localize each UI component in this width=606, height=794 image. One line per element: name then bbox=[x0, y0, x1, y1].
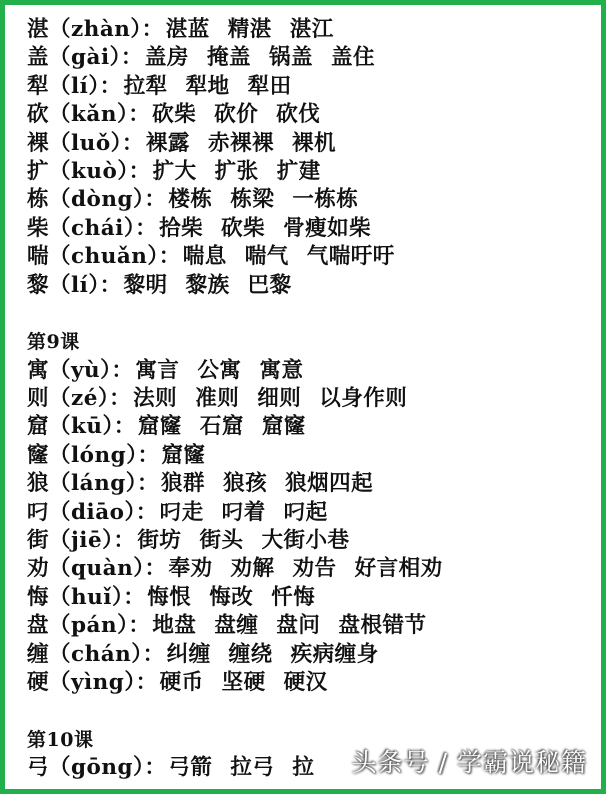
spacer bbox=[27, 300, 591, 328]
entry-pinyin: （jiē） bbox=[49, 528, 114, 554]
entry-word: 拾柴 bbox=[159, 215, 204, 241]
entry-colon: ： bbox=[120, 45, 143, 71]
entry-word: 扩大 bbox=[152, 158, 197, 184]
entry-word: 窟窿 bbox=[261, 414, 306, 440]
entry-word: 地盘 bbox=[152, 613, 197, 639]
entry-word: 窟窿 bbox=[137, 414, 182, 440]
entry-colon: ： bbox=[113, 414, 136, 440]
entry-word: 硬汉 bbox=[283, 669, 328, 695]
entry-character: 盘 bbox=[27, 613, 50, 639]
entry-colon: ： bbox=[123, 584, 146, 610]
entry-colon: ： bbox=[99, 73, 122, 99]
entry-colon: ： bbox=[121, 130, 144, 156]
vocab-entry bbox=[27, 215, 591, 243]
entry-pinyin: （láng） bbox=[49, 471, 138, 497]
vocab-entry bbox=[27, 16, 591, 44]
entry-word: 悔改 bbox=[209, 584, 254, 610]
entry-pinyin: （zhàn） bbox=[49, 17, 142, 42]
entry-colon: ： bbox=[128, 102, 151, 128]
entry-character: 弓 bbox=[27, 755, 50, 781]
entry-word: 盘问 bbox=[276, 613, 321, 639]
entry-word: 掩盖 bbox=[206, 45, 251, 71]
vocab-entry bbox=[27, 499, 591, 527]
entry-word: 扩建 bbox=[276, 158, 321, 184]
lesson-heading: 第10课 bbox=[27, 728, 94, 751]
entry-word: 盖房 bbox=[144, 45, 189, 71]
vocab-entry bbox=[27, 130, 591, 158]
entry-word: 窟窿 bbox=[161, 442, 206, 468]
entry-pinyin: （lí） bbox=[49, 73, 100, 99]
vocab-entry bbox=[27, 186, 591, 214]
entry-word: 犁地 bbox=[185, 73, 230, 99]
entry-word: 喘息 bbox=[182, 244, 227, 270]
entry-word: 精湛 bbox=[227, 17, 272, 42]
entry-pinyin: （huǐ） bbox=[49, 584, 124, 610]
entry-colon: ： bbox=[137, 442, 160, 468]
entry-word: 气喘吁吁 bbox=[306, 244, 395, 270]
entry-pinyin: （yù） bbox=[49, 357, 112, 383]
entry-character: 窟 bbox=[27, 414, 50, 440]
vocab-entry bbox=[27, 101, 591, 129]
entry-word: 巴黎 bbox=[247, 272, 292, 298]
entry-pinyin: （chuǎn） bbox=[49, 244, 159, 270]
entry-colon: ： bbox=[128, 613, 151, 639]
entry-character: 盖 bbox=[27, 45, 50, 71]
entry-word: 盖住 bbox=[330, 45, 375, 71]
entry-word: 劝告 bbox=[292, 556, 337, 582]
entry-word: 黎明 bbox=[123, 272, 168, 298]
entry-character: 寓 bbox=[27, 357, 50, 383]
vocab-entry bbox=[27, 669, 591, 697]
entry-character: 犁 bbox=[27, 73, 50, 99]
vocab-entry bbox=[27, 73, 591, 101]
entry-character: 狼 bbox=[27, 471, 50, 497]
entry-character: 街 bbox=[27, 528, 50, 554]
entry-pinyin: （lí） bbox=[49, 272, 100, 298]
entry-word: 骨瘦如柴 bbox=[283, 215, 372, 241]
entry-colon: ： bbox=[135, 669, 158, 695]
entry-pinyin: （gài） bbox=[49, 45, 121, 71]
entry-character: 柴 bbox=[27, 215, 50, 241]
entry-word: 叼着 bbox=[221, 499, 266, 525]
entry-pinyin: （kǎn） bbox=[49, 102, 129, 128]
entry-word: 石窟 bbox=[199, 414, 244, 440]
entry-character: 扩 bbox=[27, 158, 50, 184]
entry-character: 湛 bbox=[27, 17, 50, 42]
entry-word: 寓意 bbox=[259, 357, 304, 383]
entry-word: 奉劝 bbox=[168, 556, 213, 582]
entry-word: 犁田 bbox=[247, 73, 292, 99]
entry-character: 则 bbox=[27, 386, 50, 412]
vocab-entry bbox=[27, 158, 591, 186]
entry-word: 扩张 bbox=[214, 158, 259, 184]
entry-word: 裸机 bbox=[291, 130, 336, 156]
vocab-entry bbox=[27, 385, 591, 413]
entry-character: 硬 bbox=[27, 669, 50, 695]
entry-pinyin: （pán） bbox=[49, 613, 129, 639]
entry-character: 悔 bbox=[27, 584, 50, 610]
entry-pinyin: （gōng） bbox=[49, 755, 145, 781]
vocab-entry bbox=[27, 527, 591, 555]
entry-character: 砍 bbox=[27, 102, 50, 128]
vocab-entry bbox=[27, 413, 591, 441]
entry-word: 大街小巷 bbox=[261, 528, 350, 554]
entry-character: 裸 bbox=[27, 130, 50, 156]
entry-colon: ： bbox=[128, 158, 151, 184]
entry-word: 湛江 bbox=[289, 17, 334, 42]
entry-word: 黎族 bbox=[185, 272, 230, 298]
entry-word: 街坊 bbox=[137, 528, 182, 554]
entry-word: 砍伐 bbox=[276, 102, 321, 128]
entry-pinyin: （lóng） bbox=[49, 442, 138, 468]
entry-pinyin: （luǒ） bbox=[49, 130, 122, 156]
entry-colon: ： bbox=[113, 528, 136, 554]
entry-word: 砍柴 bbox=[152, 102, 197, 128]
entry-word: 悔恨 bbox=[147, 584, 192, 610]
entry-word: 赤裸裸 bbox=[207, 130, 274, 156]
vocab-list bbox=[27, 16, 591, 783]
vocab-entry bbox=[27, 44, 591, 72]
entry-colon: ： bbox=[111, 357, 134, 383]
entry-character: 缠 bbox=[27, 641, 50, 667]
entry-character: 栋 bbox=[27, 187, 50, 213]
entry-word: 狼群 bbox=[161, 471, 206, 497]
entry-character: 窿 bbox=[27, 442, 50, 468]
entry-character: 喘 bbox=[27, 244, 50, 270]
entry-pinyin: （yìng） bbox=[49, 669, 136, 695]
entry-colon: ： bbox=[144, 556, 167, 582]
entry-colon: ： bbox=[144, 187, 167, 213]
entry-word: 坚硬 bbox=[221, 669, 266, 695]
entry-word: 拉犁 bbox=[123, 73, 168, 99]
vocab-entry bbox=[27, 470, 591, 498]
entry-pinyin: （zé） bbox=[49, 386, 110, 412]
entry-word: 以身作则 bbox=[319, 386, 408, 412]
entry-word: 叼走 bbox=[159, 499, 204, 525]
entry-word: 楼栋 bbox=[168, 187, 213, 213]
entry-colon: ： bbox=[135, 215, 158, 241]
entry-word: 纠缠 bbox=[166, 641, 211, 667]
watermark: 头条号 / 学霸说秘籍 bbox=[351, 748, 587, 777]
entry-word: 一栋栋 bbox=[292, 187, 359, 213]
entry-word: 弓箭 bbox=[168, 755, 213, 781]
vocab-entry bbox=[27, 555, 591, 583]
entry-pinyin: （quàn） bbox=[49, 556, 145, 582]
vocab-entry bbox=[27, 612, 591, 640]
entry-word: 寓言 bbox=[135, 357, 180, 383]
entry-colon: ： bbox=[99, 272, 122, 298]
spacer bbox=[27, 697, 591, 725]
entry-word: 盘根错节 bbox=[338, 613, 427, 639]
entry-colon: ： bbox=[141, 17, 164, 42]
entry-pinyin: （kuò） bbox=[49, 158, 129, 184]
entry-word: 硬币 bbox=[159, 669, 204, 695]
entry-word: 栋梁 bbox=[230, 187, 275, 213]
entry-colon: ： bbox=[109, 386, 132, 412]
entry-pinyin: （kū） bbox=[49, 414, 114, 440]
entry-word: 疾病缠身 bbox=[290, 641, 379, 667]
entry-colon: ： bbox=[137, 471, 160, 497]
vocab-entry bbox=[27, 272, 591, 300]
entry-word: 狼孩 bbox=[223, 471, 268, 497]
entry-character: 劝 bbox=[27, 556, 50, 582]
entry-word: 公寓 bbox=[197, 357, 242, 383]
vocab-entry bbox=[27, 243, 591, 271]
entry-word: 湛蓝 bbox=[165, 17, 210, 42]
entry-word: 缠绕 bbox=[228, 641, 273, 667]
entry-pinyin: （diāo） bbox=[49, 499, 136, 525]
entry-word: 拉弓 bbox=[230, 755, 275, 781]
vocab-entry bbox=[27, 641, 591, 669]
entry-character: 黎 bbox=[27, 272, 50, 298]
lesson-heading: 第9课 bbox=[27, 331, 80, 354]
entry-word: 裸露 bbox=[145, 130, 190, 156]
entry-word: 喘气 bbox=[244, 244, 289, 270]
vocab-entry bbox=[27, 584, 591, 612]
entry-word: 细则 bbox=[257, 386, 302, 412]
entry-colon: ： bbox=[135, 499, 158, 525]
entry-colon: ： bbox=[158, 244, 181, 270]
entry-word: 准则 bbox=[195, 386, 240, 412]
entry-word: 盘缠 bbox=[214, 613, 259, 639]
entry-colon: ： bbox=[144, 755, 167, 781]
entry-character: 叼 bbox=[27, 499, 50, 525]
entry-word: 劝解 bbox=[230, 556, 275, 582]
entry-word: 拉 bbox=[292, 755, 315, 781]
entry-pinyin: （dòng） bbox=[49, 187, 145, 213]
entry-word: 忏悔 bbox=[271, 584, 316, 610]
entry-word: 砍柴 bbox=[221, 215, 266, 241]
entry-pinyin: （chái） bbox=[49, 215, 136, 241]
entry-word: 狼烟四起 bbox=[285, 471, 374, 497]
entry-word: 街头 bbox=[199, 528, 244, 554]
entry-word: 好言相劝 bbox=[354, 556, 443, 582]
entry-word: 锅盖 bbox=[268, 45, 313, 71]
entry-word: 法则 bbox=[133, 386, 178, 412]
vocab-entry bbox=[27, 357, 591, 385]
entry-word: 叼起 bbox=[283, 499, 328, 525]
entry-colon: ： bbox=[142, 641, 165, 667]
entry-word: 砍价 bbox=[214, 102, 259, 128]
vocab-entry bbox=[27, 442, 591, 470]
entry-pinyin: （chán） bbox=[49, 641, 143, 667]
